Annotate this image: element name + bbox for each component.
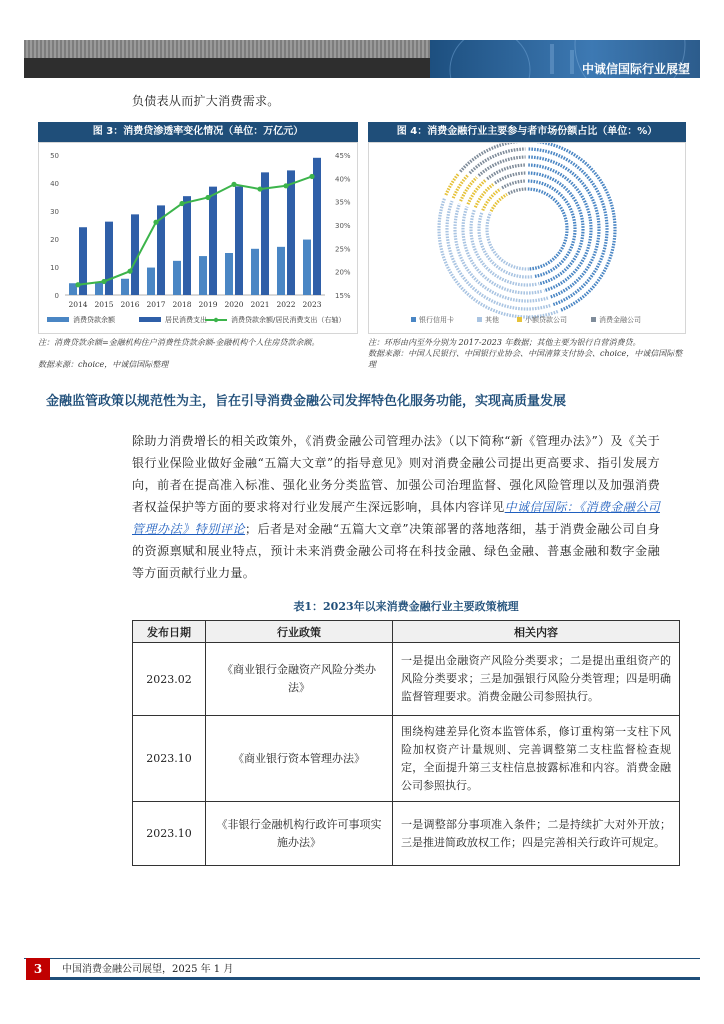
- legend-label: 消费金融公司: [599, 316, 641, 324]
- ratio-point: [153, 220, 158, 225]
- y2-tick-label: 30%: [335, 222, 351, 230]
- bar-spend: [261, 172, 269, 295]
- ratio-point: [283, 183, 288, 188]
- footer-line: [24, 958, 700, 959]
- figure3-chart: [39, 143, 357, 333]
- legend-swatch: [477, 317, 482, 322]
- donut-segment: [508, 189, 526, 194]
- y-tick-label: 20: [50, 236, 59, 244]
- section-heading: 金融监管政策以规范性为主，旨在引导消费金融公司发挥特色化服务功能，实现高质量发展: [46, 394, 567, 409]
- table-row: [133, 643, 680, 716]
- bar-loan: [199, 256, 207, 295]
- bar-loan: [173, 261, 181, 295]
- figure3-title: 图 3：消费贷渗透率变化情况（单位：万亿元）: [38, 122, 358, 142]
- row-date: 2023.02: [133, 643, 206, 716]
- policy-table: [132, 620, 680, 866]
- donut-segment: [491, 194, 507, 211]
- donut-segment: [502, 181, 526, 188]
- y2-tick-label: 15%: [335, 292, 351, 300]
- table-row: [133, 802, 680, 866]
- bar-loan: [95, 282, 103, 295]
- y-tick-label: 10: [50, 264, 59, 272]
- ratio-point: [75, 282, 80, 287]
- donut-segment: [439, 198, 558, 317]
- legend-label-spend: 居民消费支出: [165, 316, 207, 324]
- legend-label-ratio: 消费贷款余额/居民消费支出（右轴）: [231, 316, 346, 324]
- row-policy: 《商业银行金融资产风险分类办法》: [206, 643, 393, 716]
- footer-text: 中国消费金融公司展望，2025 年 1 月: [62, 964, 234, 975]
- table-title: 表1：2023年以来消费金融行业主要政策梳理: [293, 600, 519, 613]
- body-part1: 除助力消费增长的相关政策外，《消费金融公司管理办法》（以下简称“新《管理办法》”）及《关于银行业保险业做好金融“五篇大文章”的指导意见》则对消费金融公司提出更高要求、指引发展方向，前者在提高准入标准、强化业务分类监管、加强公司治理监督、强化风险管理以及加强消费者权益保护等方面的要求将对行业发展产生深远影响，具体内容详见: [132, 434, 660, 514]
- page-number: 3: [26, 958, 50, 980]
- bar-spend: [183, 196, 191, 295]
- figure4-note: 注：环形由内至外分别为 2017-2023 年数据；其他主要为银行自营消费贷。: [368, 338, 641, 347]
- bar-loan: [147, 268, 155, 295]
- y-tick-label: 50: [50, 152, 59, 160]
- body-paragraph: [132, 430, 660, 584]
- bar-loan: [277, 247, 285, 295]
- intro-text: 负债表从而扩大消费需求。: [132, 94, 280, 108]
- x-tick-label: 2023: [302, 300, 322, 309]
- bar-spend: [287, 170, 295, 295]
- legend-swatch-loan: [47, 317, 69, 322]
- x-tick-label: 2021: [250, 300, 270, 309]
- x-tick-label: 2014: [68, 300, 88, 309]
- bar-loan: [225, 253, 233, 295]
- donut-segment: [487, 213, 526, 269]
- ratio-line: [78, 176, 312, 284]
- ratio-point: [101, 279, 106, 284]
- row-content: 围绕构建差异化资本监管体系，修订重构第一支柱下风险加权资产计量规则、完善调整第二支柱监督检查规定，全面提升第三支柱信息披露标准和内容。消费金融公司参照执行。: [393, 716, 680, 802]
- ratio-point: [179, 201, 184, 206]
- figure4-title: 图 4：消费金融行业主要参与者市场份额占比（单位：%）: [368, 122, 686, 142]
- report-link[interactable]: 中诚信国际：《消费金融公司管理办法》特别评论: [132, 500, 660, 536]
- legend-label: 银行信用卡: [419, 316, 454, 324]
- y2-tick-label: 35%: [335, 198, 351, 207]
- y2-tick-label: 40%: [335, 175, 351, 184]
- table-header-row: [133, 621, 680, 643]
- legend-swatch: [517, 317, 522, 322]
- row-date: 2023.10: [133, 802, 206, 866]
- header-title: 中诚信国际行业展望: [581, 62, 690, 76]
- donut-segment: [453, 175, 467, 198]
- x-tick-label: 2018: [172, 300, 192, 309]
- y-tick-label: 40: [50, 180, 59, 188]
- legend-label: 其他: [485, 316, 499, 324]
- figure3-source: 数据来源：choice，中诚信国际整理: [38, 360, 169, 369]
- x-tick-label: 2022: [276, 300, 296, 309]
- row-content: 一是提出金融资产风险分类要求；二是提出重组资产的风险分类要求；三是加强银行风险分类管理；四是明确监督管理要求。消费金融公司参照执行。: [393, 643, 680, 716]
- legend-swatch: [411, 317, 416, 322]
- donut-segment: [470, 149, 526, 173]
- figure4-frame: [368, 142, 686, 334]
- legend-label: 小额贷款公司: [525, 316, 567, 324]
- bar-loan: [121, 279, 129, 295]
- ratio-point: [309, 174, 314, 179]
- ratio-point: [205, 195, 210, 200]
- x-tick-label: 2015: [94, 300, 114, 309]
- row-policy: 《商业银行资本管理办法》: [206, 716, 393, 802]
- x-tick-label: 2020: [224, 300, 244, 309]
- x-tick-label: 2017: [146, 300, 166, 309]
- y-tick-label: 0: [54, 292, 59, 300]
- y2-tick-label: 20%: [335, 268, 351, 277]
- body-part2: ；后者是对金融“五篇大文章”决策部署的落地落细，基于消费金融公司自身的资源禀赋和展业特点，预计未来消费金融公司将在科技金融、绿色金融、普惠金融和数字金融等方面贡献行业力量。: [132, 522, 660, 580]
- donut-segment: [487, 165, 526, 179]
- row-content: 一是调整部分事项准入条件；二是持续扩大对外开放；三是推进简政放权工作；四是完善相关行政许可规定。: [393, 802, 680, 866]
- bar-loan: [303, 240, 311, 295]
- header-date: 发布日期: [133, 621, 206, 643]
- bar-spend: [235, 186, 243, 295]
- legend-swatch-spend: [139, 317, 161, 322]
- bar-spend: [209, 187, 217, 295]
- figure3-frame: [38, 142, 358, 334]
- row-policy: 《非银行金融机构行政许可事项实施办法》: [206, 802, 393, 866]
- y2-tick-label: 45%: [335, 152, 351, 160]
- row-date: 2023.10: [133, 716, 206, 802]
- table-row: [133, 716, 680, 802]
- donut-segment: [529, 143, 615, 310]
- bar-spend: [105, 222, 113, 295]
- legend-marker-ratio: [214, 318, 218, 322]
- figure3-note: 注：消费贷款余额=金融机构住户消费性贷款余额-金融机构个人住房贷款余额。: [38, 338, 320, 347]
- donut-segment: [528, 189, 567, 269]
- footer-bar: [50, 977, 700, 980]
- bar-loan: [251, 249, 259, 295]
- ratio-point: [231, 182, 236, 187]
- y-tick-label: 30: [50, 208, 59, 216]
- legend-label-loan: 消费贷款余额: [73, 316, 115, 324]
- figure4-source: 数据来源：中国人民银行、中国银行业协会、中国清算支付协会、choice，中诚信国际整理: [368, 349, 683, 369]
- y2-tick-label: 25%: [335, 245, 351, 254]
- ratio-point: [257, 186, 262, 191]
- figure4-chart: [369, 143, 685, 333]
- bar-spend: [313, 158, 321, 295]
- x-tick-label: 2019: [198, 300, 218, 309]
- legend-swatch: [591, 317, 596, 322]
- header-policy: 行业政策: [206, 621, 393, 643]
- header-content: 相关内容: [393, 621, 680, 643]
- ratio-point: [127, 269, 132, 274]
- x-tick-label: 2016: [120, 300, 140, 309]
